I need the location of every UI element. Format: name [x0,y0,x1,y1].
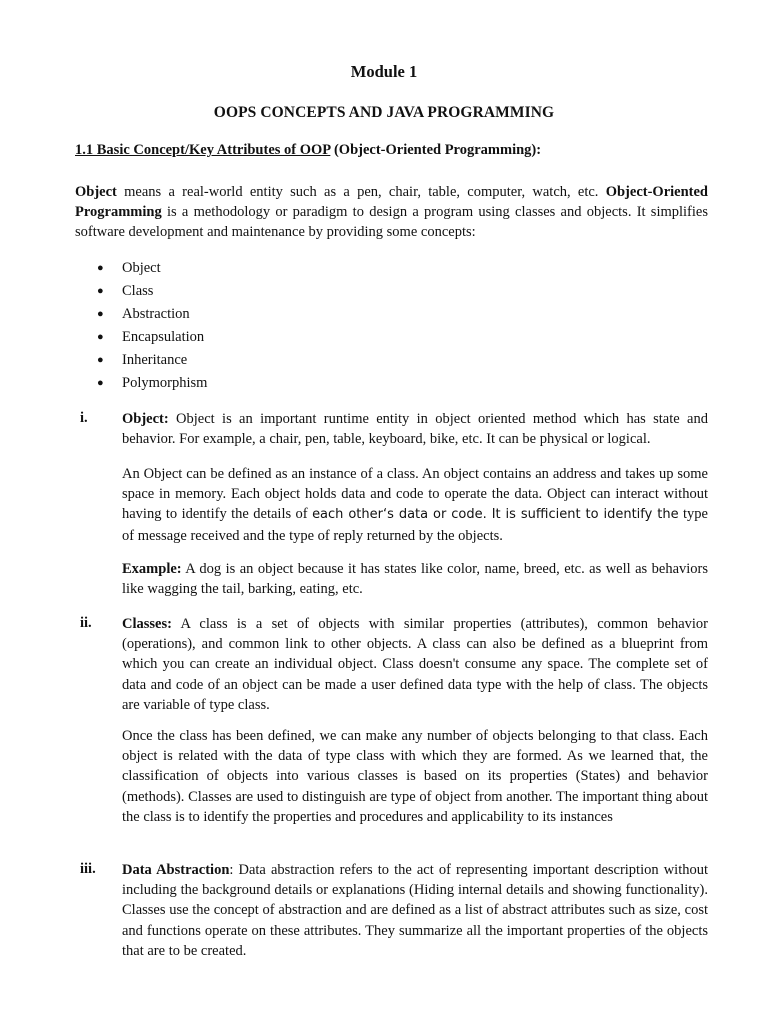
page-title: OOPS CONCEPTS AND JAVA PROGRAMMING [213,104,555,121]
list-item-label: Encapsulation [122,329,205,345]
list-item-label: Abstraction [122,306,190,322]
object-instance-text-a: An Object can be defined as an instance of a class. An object contains an address and takes up some space in memory. Each object holds data and code to operate the data. Object can interact without having to identify the details of [122,466,708,523]
section-heading-rest: (Object-Oriented Programming): [330,142,542,158]
bullet-icon: ● [97,285,104,297]
list-item-label: Polymorphism [122,375,208,391]
classes-paragraph [122,614,708,715]
object-paragraph [122,409,708,449]
list-item-label: Object [122,260,161,276]
abstraction-paragraph [122,860,708,961]
bullet-icon: ● [97,354,104,366]
abstraction-term: Data Abstraction [122,862,230,878]
list-item [97,372,207,395]
object-text: Object is an important runtime entity in object oriented method which has state and behavior. For example, a chair, pen, table, keyboard, bike, etc. It can be physical or logical. [122,411,708,448]
object-example-paragraph [122,559,708,599]
list-item [97,257,207,280]
section-heading-underlined: 1.1 Basic Concept/Key Attributes of OOP [75,142,331,158]
intro-paragraph [75,182,708,243]
bullet-icon: ● [97,331,104,343]
list-item [97,326,207,349]
section-heading [75,142,541,159]
example-text: A dog is an object because it has states like color, name, breed, etc. as well as behaviors like wagging the tail, barking, eating, etc. [122,561,708,598]
classes-text: A class is a set of objects with similar properties (attributes), common behavior (operations), and common link to other objects. A class can also be defined as a blueprint from which you can create an individual object. Class doesn't consume any space. The complete set of data and code of an object can be made a user defined data type with the help of class. The objects are variable of type class. [122,616,708,713]
bullet-icon: ● [97,308,104,320]
classes-paragraph-2: Once the class has been defined, we can make any number of objects belonging to that class. Each object is related with the data of type class with which they are formed. As we learned that, the classification of objects into various classes is based on its properties (States) and behavior (methods). Classes are used to distinguish are type of object from another. The important thing about the class is to identify the properties and procedures and applicability to its instances [122,728,708,825]
bullet-icon: ● [97,262,104,274]
list-item [97,349,207,372]
abstraction-text: : Data abstraction refers to the act of representing important description without including the background details or explanations (Hiding internal details and showing functionality). Classes use the concept of abstraction and are defined as a list of abstract attributes such as size, cost and functions operate on these attributes. They summarize all the important properties of the objects that are to be created. [122,862,709,959]
intro-term-object: Object [75,184,117,200]
list-item [97,303,207,326]
concepts-list [97,257,207,395]
list-item-label: Inheritance [122,352,188,368]
example-term: Example: [122,561,182,577]
intro-text-2: is a methodology or paradigm to design a program using classes and objects. It simplifies software development and maintenance by providing some concepts: [75,204,708,241]
object-term: Object: [122,411,169,427]
bullet-icon: ● [97,377,104,389]
object-instance-text-b: each other‘s data or code. It is sufficient to identify the [312,507,679,523]
module-title: Module 1 [350,62,418,81]
object-instance-paragraph [122,464,708,546]
classes-term: Classes: [122,616,172,632]
object-instance-text-c: type of message received and the type of reply returned by the objects. [122,506,708,544]
item-number-i: i. [80,410,88,426]
intro-text-1: means a real-world entity such as a pen, chair, table, computer, watch, etc. [116,184,606,200]
item-number-ii: ii. [80,615,92,631]
list-item-label: Class [122,283,154,299]
item-number-iii: iii. [80,861,96,877]
intro-term-oop: Object-Oriented Programming [75,184,708,221]
list-item [97,280,207,303]
